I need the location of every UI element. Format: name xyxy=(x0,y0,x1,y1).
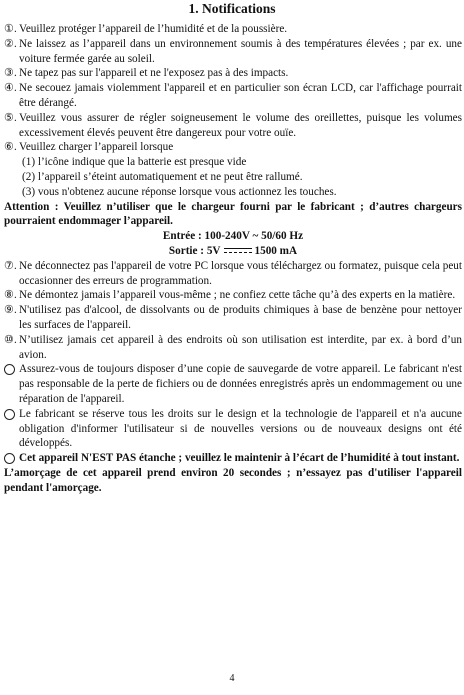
bullet-item xyxy=(4,451,462,466)
notice-item xyxy=(4,259,462,289)
notice-item xyxy=(4,37,462,67)
output-voltage: Sortie : 5V xyxy=(168,244,221,257)
circle-bullet-icon xyxy=(4,409,15,420)
notice-item xyxy=(4,66,462,81)
notice-text: Veuillez charger l’appareil lorsque xyxy=(19,141,174,154)
notice-number: ②. xyxy=(4,37,17,50)
notice-number: ⑥. xyxy=(4,141,17,154)
charge-condition: (2) l’appareil s’éteint automatiquement et ne peut être rallumé. xyxy=(22,170,303,183)
notice-text: Ne tapez pas sur l'appareil et ne l'exposez pas à des impacts. xyxy=(19,67,289,80)
notice-number: ⑤. xyxy=(4,111,17,124)
notice-item xyxy=(4,303,462,333)
bullet-item xyxy=(4,362,462,406)
notice-number: ①. xyxy=(4,23,17,35)
circle-bullet-icon xyxy=(4,364,15,375)
section-title: 1. Notifications xyxy=(188,1,276,16)
notice-text: Ne démontez jamais l’appareil vous-même ; ne confiez cette tâche qu’à des experts en la matière. xyxy=(19,289,456,302)
bullet-text: Le fabricant se réserve tous les droits sur le design et la technologie de l'appareil et n'a aucune obligation d'informer l'utilisateur si de nouvelles versions ou de nouveaux designs ont été développés. xyxy=(19,407,462,450)
notice-item xyxy=(4,140,462,155)
notice-text: Ne secouez jamais violemment l'appareil et en particulier son écran LCD, car l'affichage pourrait être dérangé. xyxy=(19,82,462,109)
input-spec: Entrée : 100-240V ~ 50/60 Hz xyxy=(162,230,304,243)
dc-symbol-icon xyxy=(224,247,252,255)
bullet-text: Assurez-vous de toujours disposer d’une copie de sauvegarde de votre appareil. Le fabricant n'est pas responsable de la perte de fichiers ou de données enregistrés après un endommagement ou une réparation de l'appareil. xyxy=(19,363,462,405)
notice-text: Ne déconnectez pas l'appareil de votre PC lorsque vous téléchargez ou formatez, puisque cela peut occasionner des erreurs de programmation. xyxy=(19,259,462,287)
charge-condition: (1) l’icône indique que la batterie est presque vide xyxy=(22,156,247,169)
page-number: 4 xyxy=(229,673,235,684)
bullet-text: Cet appareil N'EST PAS étanche ; veuillez le maintenir à l’écart de l’humidité à tout instant. xyxy=(19,452,460,465)
notice-number: ⑦. xyxy=(4,259,17,272)
notice-number: ⑧. xyxy=(4,289,17,302)
notice-item xyxy=(4,111,462,141)
charger-warning: Attention : Veuillez n’utiliser que le chargeur fourni par le fabricant ; d’autres chargeurs pourraient endommager l’appareil. xyxy=(4,200,462,228)
output-current: 1500 mA xyxy=(254,244,298,257)
notice-number: ④. xyxy=(4,82,17,95)
notice-text: Veuillez vous assurer de régler soigneusement le volume des oreillettes, puisque les volumes excessivement élevés peuvent être dangereux pour votre ouïe. xyxy=(19,111,462,139)
bullet-item xyxy=(4,407,462,451)
notice-text: Ne laissez as l’appareil dans un environnement soumis à des températures élevées ; par ex. une voiture fermée garée au soleil. xyxy=(19,37,462,65)
notice-text: N’utilisez jamais cet appareil à des endroits où son utilisation est interdite, par ex. à bord d’un avion. xyxy=(19,333,462,361)
notice-number: ⑩. xyxy=(4,333,17,346)
notice-number: ③. xyxy=(4,67,17,80)
notice-item xyxy=(4,81,462,111)
notice-number: ⑨. xyxy=(4,304,17,317)
output-spec xyxy=(4,244,462,259)
notifications-body xyxy=(4,22,462,496)
notice-text: Veuillez protéger l’appareil de l’humidité et de la poussière. xyxy=(19,23,288,35)
notice-item xyxy=(4,22,462,37)
notice-item xyxy=(4,288,462,303)
notice-item xyxy=(4,333,462,363)
boot-note: L’amorçage de cet appareil prend environ 20 secondes ; n’essayez pas d'utiliser l'appareil pendant l'amorçage. xyxy=(4,466,462,494)
circle-bullet-icon xyxy=(4,453,15,464)
notice-text: N'utilisez pas d'alcool, de dissolvants ou de produits chimiques à base de benzène pour nettoyer les surfaces de l'appareil. xyxy=(19,304,462,331)
charge-condition: (3) vous n'obtenez aucune réponse lorsque vous actionnez les touches. xyxy=(22,185,337,198)
